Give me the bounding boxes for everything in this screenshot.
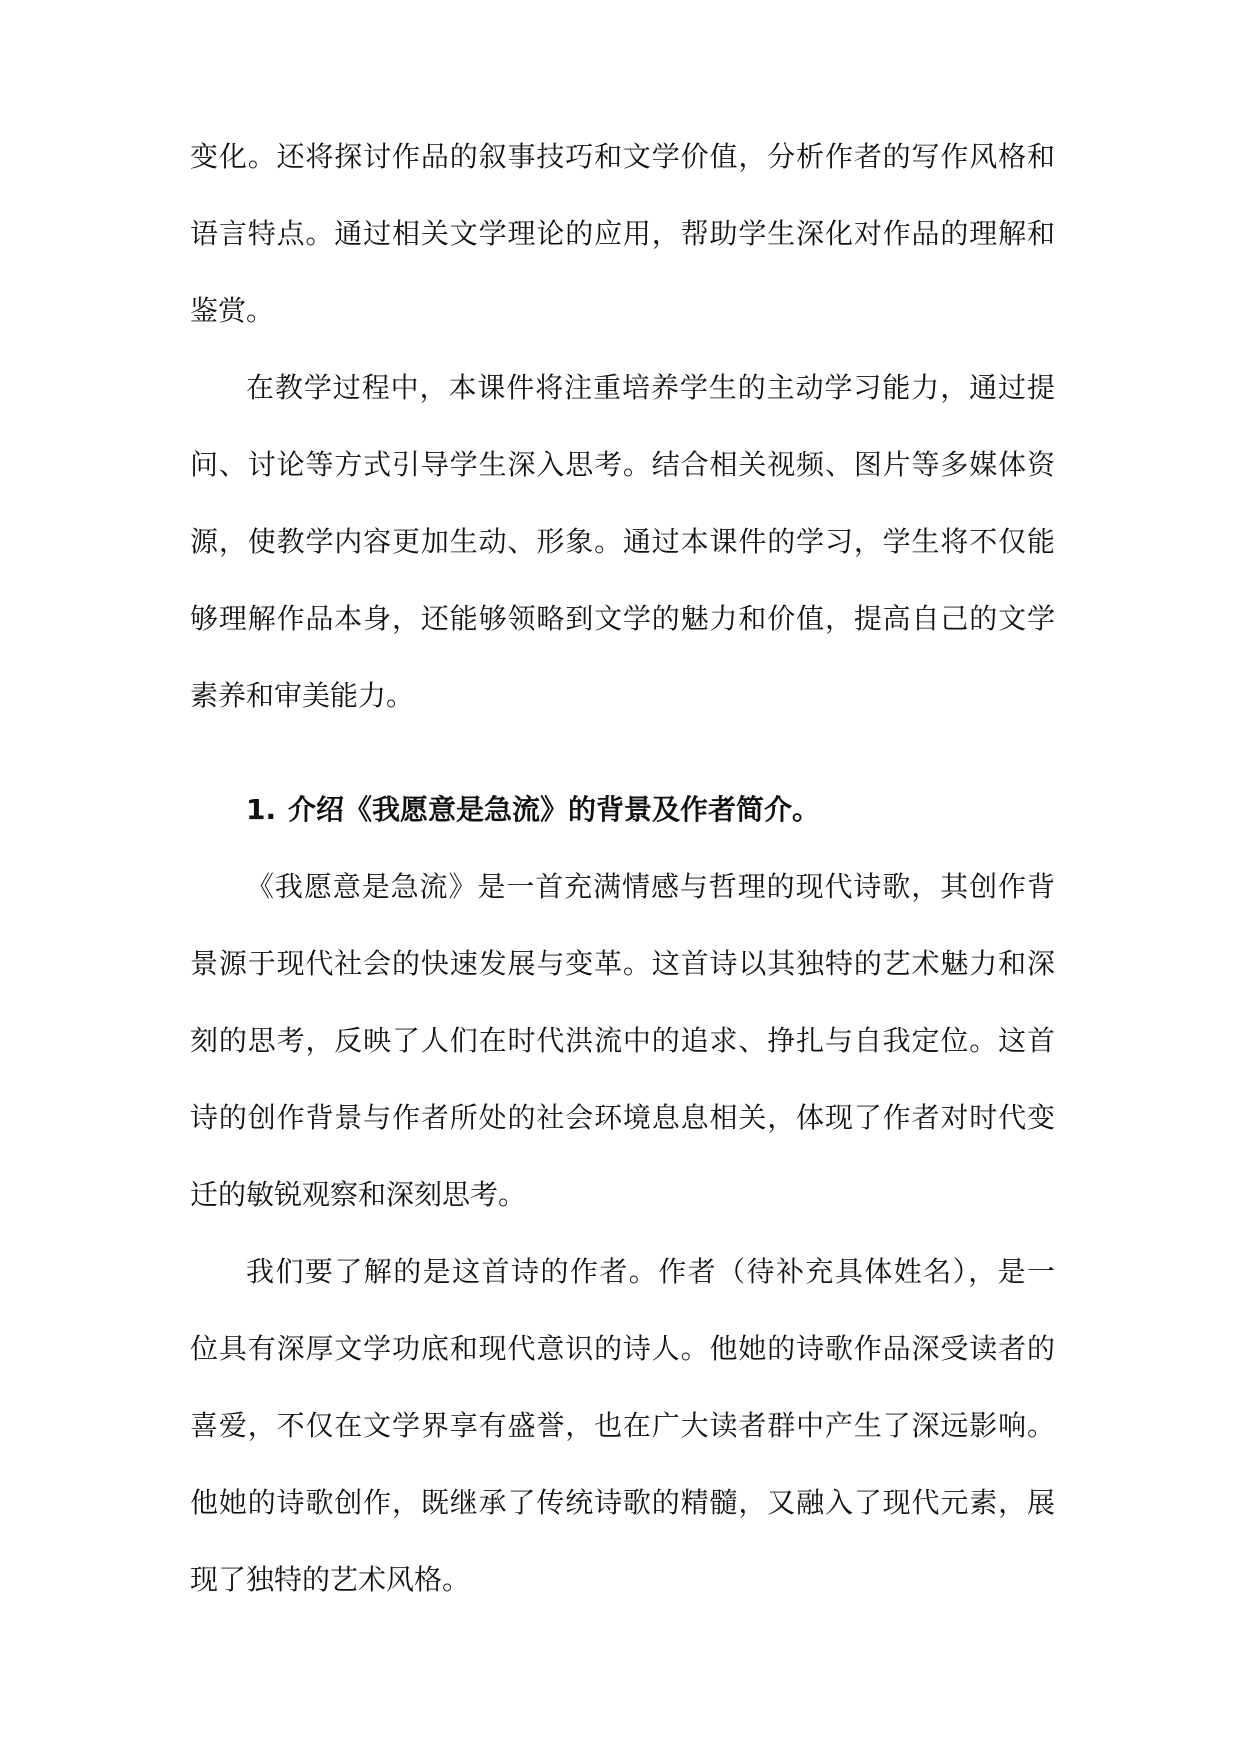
paragraph-line: 够理解作品本身，还能够领略到文学的魅力和价值，提高自己的文学 xyxy=(190,602,1055,635)
paragraph-line: 现了独特的艺术风格。 xyxy=(190,1563,471,1596)
paragraph-line: 诗的创作背景与作者所处的社会环境息息相关，体现了作者对时代变 xyxy=(190,1101,1055,1134)
paragraph-teaching-process xyxy=(190,349,1055,734)
paragraph-line: 迁的敏锐观察和深刻思考。 xyxy=(190,1178,527,1211)
paragraph-line: 刻的思考，反映了人们在时代洪流中的追求、挣扎与自我定位。这首 xyxy=(190,1024,1055,1057)
paragraph-line: 语言特点。通过相关文学理论的应用，帮助学生深化对作品的理解和 xyxy=(190,217,1055,250)
paragraph-line: 喜爱，不仅在文学界享有盛誉，也在广大读者群中产生了深远影响。 xyxy=(190,1409,1055,1442)
paragraph-background xyxy=(190,848,1055,1233)
document-page xyxy=(190,118,1055,1618)
paragraph-line: 素养和审美能力。 xyxy=(190,679,415,712)
paragraph-author xyxy=(190,1233,1055,1618)
paragraph-line: 我们要了解的是这首诗的作者。作者（待补充具体姓名），是一 xyxy=(246,1255,1055,1288)
paragraph-line: 位具有深厚文学功底和现代意识的诗人。他她的诗歌作品深受读者的 xyxy=(190,1332,1055,1365)
paragraph-line: 问、讨论等方式引导学生深入思考。结合相关视频、图片等多媒体资 xyxy=(190,448,1055,481)
section-title: 介绍《我愿意是急流》的背景及作者简介。 xyxy=(288,793,821,826)
paragraph-line: 他她的诗歌创作，既继承了传统诗歌的精髓，又融入了现代元素，展 xyxy=(190,1486,1055,1519)
paragraph-line: 鉴赏。 xyxy=(190,294,275,327)
paragraph-continuation xyxy=(190,118,1055,349)
section-number: 1. xyxy=(246,793,277,826)
paragraph-line: 景源于现代社会的快速发展与变革。这首诗以其独特的艺术魅力和深 xyxy=(190,947,1055,980)
paragraph-line: 源，使教学内容更加生动、形象。通过本课件的学习，学生将不仅能 xyxy=(190,525,1055,558)
section-spacer xyxy=(190,734,1055,771)
section-heading xyxy=(190,771,1055,848)
paragraph-line: 《我愿意是急流》是一首充满情感与哲理的现代诗歌，其创作背 xyxy=(246,870,1055,903)
paragraph-line: 在教学过程中，本课件将注重培养学生的主动学习能力，通过提 xyxy=(246,371,1055,404)
paragraph-line: 变化。还将探讨作品的叙事技巧和文学价值，分析作者的写作风格和 xyxy=(190,140,1055,173)
